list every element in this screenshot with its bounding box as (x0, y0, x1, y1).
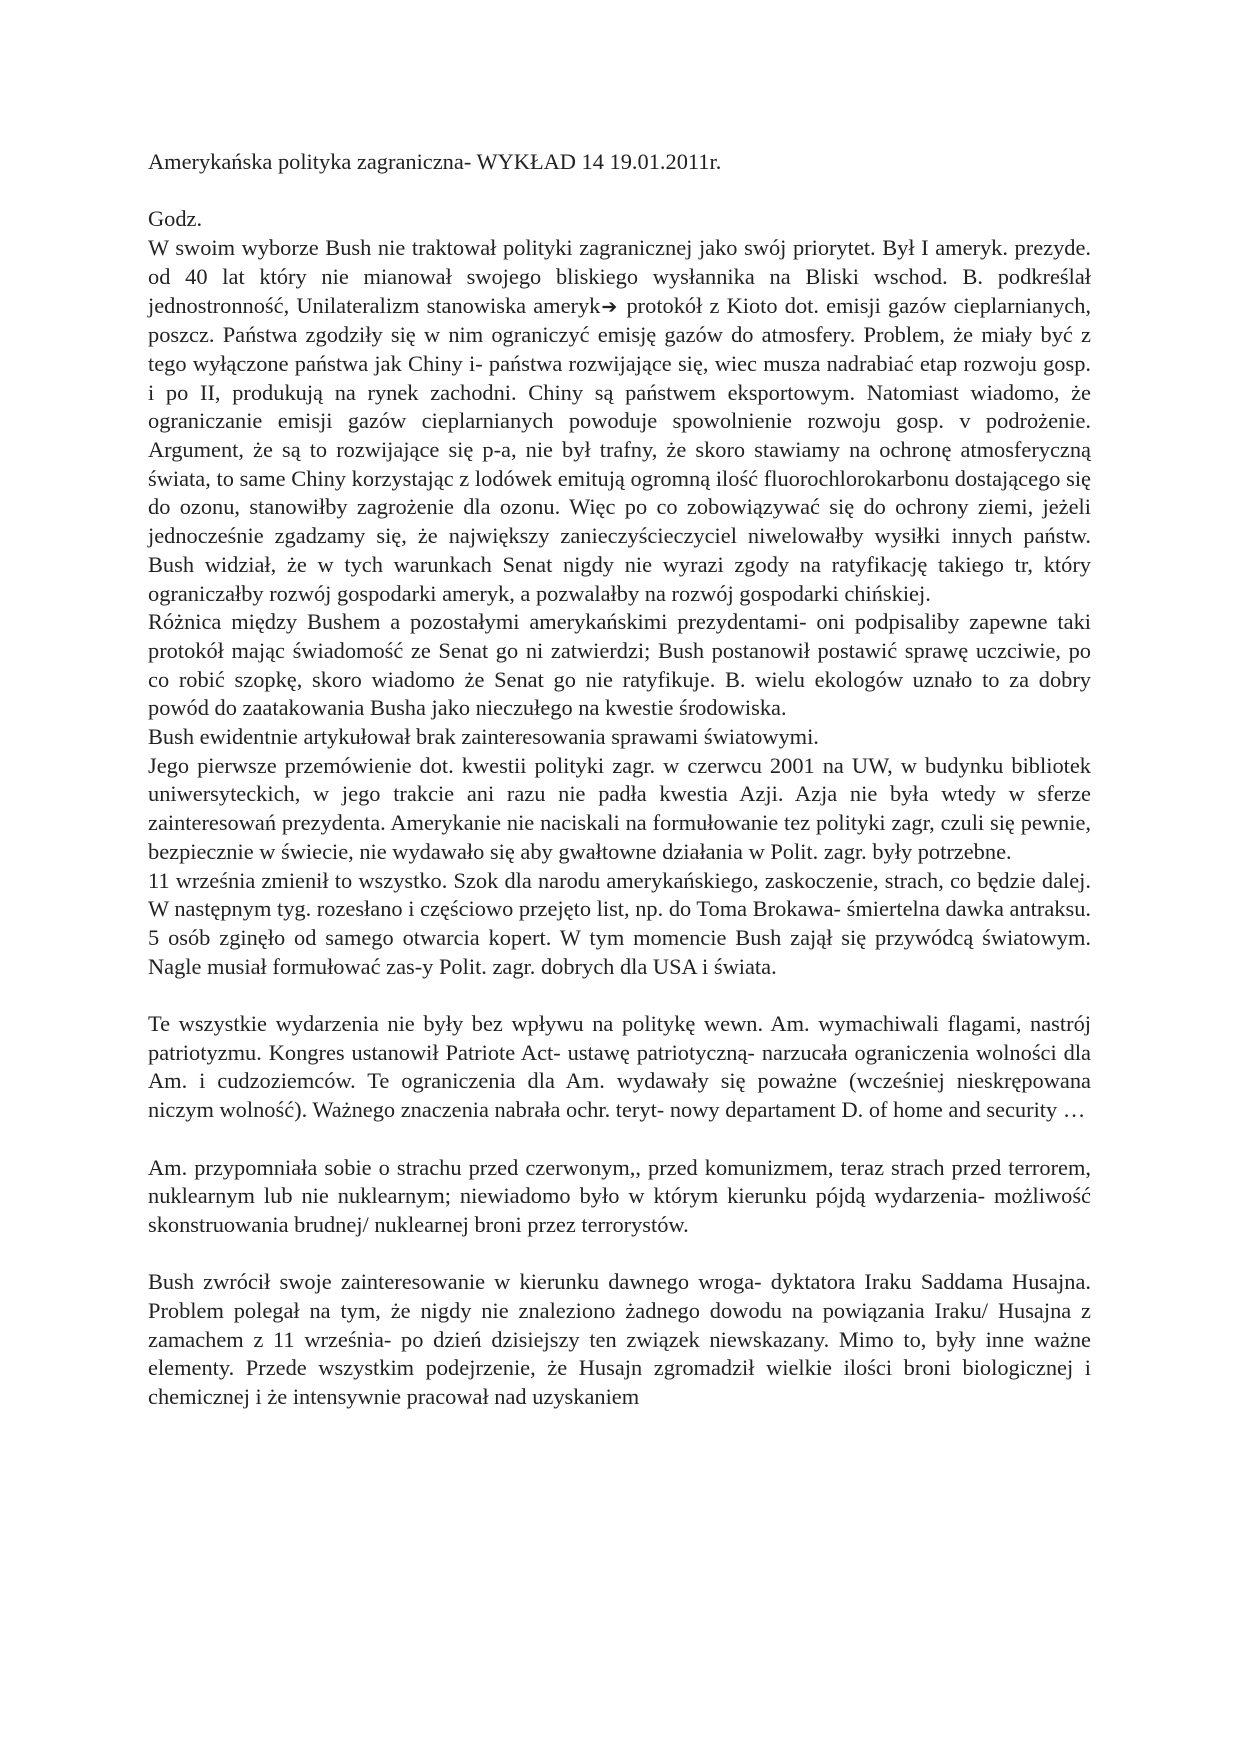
paragraph-text: protokół z Kioto dot. emisji gazów cieplarnianych, poszcz. Państwa zgodziły się w nim ograniczyć emisję gazów do atmosfery. Problem, że miały być z tego wyłączone państwa jak Chiny i- państwa rozwijające się, wiec musza nadrabiać etap rozwoju gosp. i po II, produkują na rynek zachodni. Chiny są państwem eksportowym. Natomiast wiadomo, że ograniczanie emisji gazów cieplarnianych powoduje spowolnienie rozwoju gosp. v podrożenie. Argument, że są to rozwijające się p-a, nie był trafny, że skoro stawiamy na ochronę atmosferyczną świata, to same Chiny korzystając z lodówek emitują ogromną ilość fluorochlorokarbonu dostającego się do ozonu, stanowiłby zagrożenie dla ozonu. Więc po co zobowiązywać się do ochrony ziemi, jeżeli jednocześnie zgadzamy się, że największy zanieczyścieczyciel niwelowałby wysiłki innych państw. Bush widział, że w tych warunkach Senat nigdy nie wyrazi zgody na ratyfikację takiego tr, który ograniczałby rozwój gospodarki ameryk, a pozwalałby na rozwój gospodarki chińskiej. (148, 292, 1091, 606)
arrow-right-icon: ➔ (601, 295, 618, 318)
paragraph-text: W swoim wyborze Bush nie traktował polityki zagranicznej jako swój priorytet. Był I ameryk. prezyde. od 40 lat który nie mianował swojego bliskiego wysłannika na Bliski wschod. B. podkreślał jednostronność, Unilateralizm stanowiska ameryk (148, 235, 1091, 318)
paragraph-disinterest: Bush ewidentnie artykułował brak zainteresowania sprawami światowymi. (148, 724, 819, 750)
document-title: Amerykańska polityka zagraniczna- WYKŁAD 14 19.01.2011r. (148, 149, 722, 174)
paragraph-first-speech: Jego pierwsze przemówienie dot. kwestii polityki zagr. w czerwcu 2001 na UW, w budynku bibliotek uniwersyteckich, w jego trakcie ani razu nie padła kwestia Azji. Azja nie była wtedy w sferze zainteresowań prezydenta. Amerykanie nie naciskali na formułowanie tez polityki zagr, czuli się pewnie, bezpiecznie w świecie, nie wydawało się aby gwałtowne działania w Polit. zagr. były potrzebne. (148, 752, 1091, 864)
document-body (148, 148, 1091, 1412)
paragraph-september-11: 11 września zmienił to wszystko. Szok dla narodu amerykańskiego, zaskoczenie, strach, co będzie dalej. W następnym tyg. rozesłano i częściowo przejęto list, np. do Toma Brokawa- śmiertelna dawka antraksu. 5 osób zginęło od samego otwarcia kopert. W tym momencie Bush zajął się przywódcą światowym. Nagle musiał formułować zas-y Polit. zagr. dobrych dla USA i świata. (148, 867, 1091, 979)
paragraph-difference: Różnica między Bushem a pozostałymi amerykańskimi prezydentami- oni podpisaliby zapewne taki protokół mając świadomość ze Senat go ni zatwierdzi; Bush postanowił postawić sprawę uczciwie, po co robić szopkę, skoro wiadomo że Senat go nie ratyfikuje. B. wielu ekologów uznało to za dobry powód do zaatakowania Busha jako nieczułego na kwestie środowiska. (148, 609, 1091, 721)
paragraph-iraq: Bush zwrócił swoje zainteresowanie w kierunku dawnego wroga- dyktatora Iraku Saddama Husajna. Problem polegał na tym, że nigdy nie znaleziono żadnego dowodu na powiązania Iraku/ Husajna z zamachem z 11 września- po dzień dzisiejszy ten związek niewskazany. Mimo to, były inne ważne elementy. Przede wszystkim podejrzenie, że Husajn zgromadził wielkie ilości broni biologicznej i chemicznej i że intensywnie pracował nad uzyskaniem (148, 1269, 1091, 1410)
time-label: Godz. (148, 206, 203, 232)
paragraph-kyoto (148, 234, 1091, 608)
paragraph-patriot-act: Te wszystkie wydarzenia nie były bez wpływu na politykę wewn. Am. wymachiwali flagami, nastrój patriotyzmu. Kongres ustanowił Patriote Act- ustawę patriotyczną- narzucała ograniczenia wolności dla Am. i cudzoziemców. Te ograniczenia dla Am. wydawały się poważne (wcześniej nieskrępowana niczym wolność). Ważnego znaczenia nabrała ochr. teryt- nowy departament D. of home and security … (148, 1011, 1091, 1123)
paragraph-fear: Am. przypomniała sobie o strachu przed czerwonym,, przed komunizmem, teraz strach przed terrorem, nuklearnym lub nie nuklearnym; niewiadomo było w którym kierunku pójdą wydarzenia- możliwość skonstruowania brudnej/ nuklearnej broni przez terrorystów. (148, 1154, 1091, 1237)
